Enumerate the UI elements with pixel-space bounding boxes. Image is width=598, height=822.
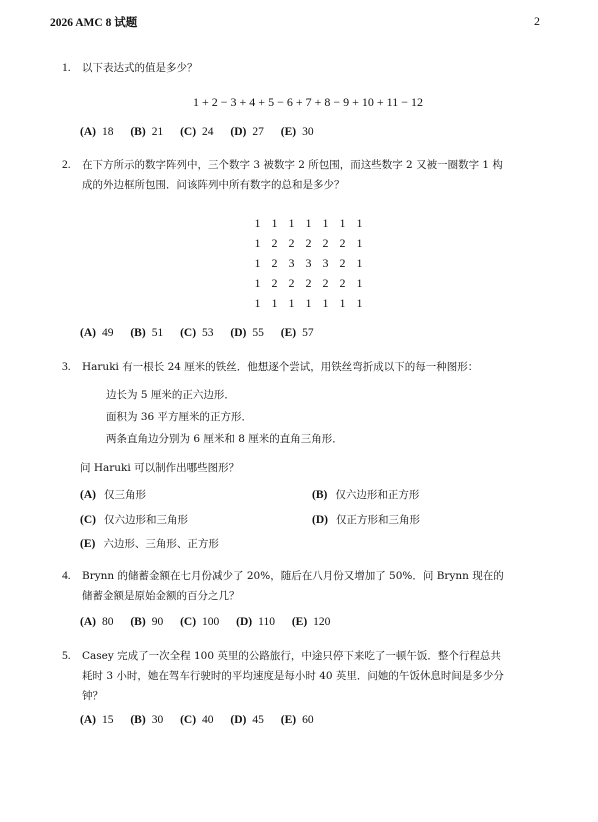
choice-c[interactable]: (C) 53: [180, 327, 214, 339]
array-cell: 3: [288, 256, 295, 270]
answer-choices: [80, 122, 328, 142]
choice-b[interactable]: (B) 仅六边形和正方形: [312, 489, 420, 501]
choice-b[interactable]: (B) 30: [130, 714, 164, 726]
answer-choices: [80, 710, 328, 730]
problem-2: [62, 155, 540, 350]
array-cell: 2: [339, 236, 346, 250]
array-cell: 1: [254, 256, 261, 270]
array-cell: 2: [271, 236, 278, 250]
array-cell: 1: [271, 216, 278, 230]
answer-choices: [80, 323, 328, 343]
array-row: [249, 253, 368, 273]
choice-e[interactable]: (E) 57: [280, 327, 314, 339]
problem-text: Haruki 有一根长 24 厘米的铁丝．他想逐个尝试，用铁丝弯折成以下的每一种图形：: [82, 361, 479, 373]
array-cell: 1: [322, 216, 329, 230]
array-cell: 2: [305, 276, 312, 290]
array-cell: 1: [254, 236, 261, 250]
problem-number: 3.: [62, 361, 71, 373]
problem-question: 问 Haruki 可以制作出哪些图形？: [80, 462, 240, 474]
choice-e[interactable]: (E) 30: [280, 126, 314, 138]
choice-b[interactable]: (B) 51: [130, 327, 164, 339]
exam-title: 2026 AMC 8 试题: [50, 17, 138, 29]
problem-number: 4.: [62, 570, 71, 582]
choice-e[interactable]: (E) 120: [291, 616, 331, 628]
problem-number: 5.: [62, 650, 71, 662]
choice-b[interactable]: (B) 21: [130, 126, 164, 138]
array-cell: 1: [339, 296, 346, 310]
array-row: [249, 293, 368, 313]
answer-choices: [80, 612, 344, 632]
choice-d[interactable]: (D) 110: [236, 616, 275, 628]
choice-d[interactable]: (D) 45: [230, 714, 264, 726]
array-cell: 2: [322, 276, 329, 290]
array-cell: 1: [356, 276, 363, 290]
array-cell: 1: [288, 296, 295, 310]
array-cell: 1: [356, 236, 363, 250]
shape-square: 面积为 36 平方厘米的正方形．: [106, 411, 253, 423]
problem-number: 2.: [62, 159, 71, 171]
choice-a[interactable]: (A) 80: [80, 616, 114, 628]
problem-text: Brynn 的储蓄金额在七月份减少了 20%，随后在八月份又增加了 50%．问 Brynn 现在的 储蓄金额是原始金额的百分之几？: [82, 570, 504, 602]
array-cell: 1: [339, 216, 346, 230]
problem-text: Casey 完成了一次全程 100 英里的公路旅行，中途只停下来吃了一顿午饭．整个行程总共 耗时 3 小时，她在驾车行驶时的平均速度是每小时 40 英里．问她的午饭休息时间是多少分 钟？: [82, 650, 504, 702]
math-expression: 1 + 2 − 3 + 4 + 5 − 6 + 7 + 8 − 9 + 10 + 11 − 12: [193, 95, 423, 109]
choice-e[interactable]: (E) 60: [280, 714, 314, 726]
problem-5: [62, 646, 540, 736]
array-cell: 1: [322, 296, 329, 310]
array-cell: 1: [356, 296, 363, 310]
choice-e[interactable]: (E) 六边形、三角形、正方形: [80, 538, 219, 550]
array-cell: 2: [322, 236, 329, 250]
array-cell: 2: [271, 276, 278, 290]
shape-triangle: 两条直角边分别为 6 厘米和 8 厘米的直角三角形．: [106, 433, 343, 445]
choice-b[interactable]: (B) 90: [130, 616, 164, 628]
array-cell: 2: [339, 256, 346, 270]
choice-a[interactable]: (A) 49: [80, 327, 114, 339]
choice-a[interactable]: (A) 仅三角形: [80, 489, 146, 501]
shape-hexagon: 边长为 5 厘米的正六边形．: [106, 389, 235, 401]
problem-text: 以下表达式的值是多少？: [82, 62, 198, 74]
problem-4: [62, 566, 540, 636]
array-cell: 1: [288, 216, 295, 230]
page-header: [50, 14, 540, 32]
choice-a[interactable]: (A) 18: [80, 126, 114, 138]
choice-a[interactable]: (A) 15: [80, 714, 114, 726]
choice-d[interactable]: (D) 仅正方形和三角形: [312, 514, 420, 526]
problem-number: 1.: [62, 62, 71, 74]
problem-text: 在下方所示的数字阵列中，三个数字 3 被数字 2 所包围，而这些数字 2 又被一圈数字 1 构 成的外边框所包围．问该阵列中所有数字的总和是多少？: [82, 159, 503, 191]
array-cell: 1: [356, 256, 363, 270]
array-cell: 2: [288, 236, 295, 250]
number-array: [249, 213, 368, 313]
choice-d[interactable]: (D) 55: [230, 327, 264, 339]
problem-1: [62, 58, 540, 148]
array-cell: 3: [305, 256, 312, 270]
array-cell: 2: [288, 276, 295, 290]
choice-c[interactable]: (C) 24: [180, 126, 214, 138]
array-row: [249, 273, 368, 293]
page-number: 2: [534, 14, 540, 28]
array-cell: 2: [339, 276, 346, 290]
choice-c[interactable]: (C) 100: [180, 616, 220, 628]
array-cell: 2: [271, 256, 278, 270]
array-cell: 1: [305, 296, 312, 310]
array-cell: 1: [254, 296, 261, 310]
array-row: [249, 233, 368, 253]
array-cell: 1: [271, 296, 278, 310]
choice-c[interactable]: (C) 仅六边形和三角形: [80, 514, 188, 526]
array-cell: 1: [305, 216, 312, 230]
choice-d[interactable]: (D) 27: [230, 126, 264, 138]
array-cell: 1: [254, 276, 261, 290]
problem-3: [62, 357, 540, 557]
choice-c[interactable]: (C) 40: [180, 714, 214, 726]
array-row: [249, 213, 368, 233]
array-cell: 2: [305, 236, 312, 250]
array-cell: 3: [322, 256, 329, 270]
array-cell: 1: [254, 216, 261, 230]
array-cell: 1: [356, 216, 363, 230]
